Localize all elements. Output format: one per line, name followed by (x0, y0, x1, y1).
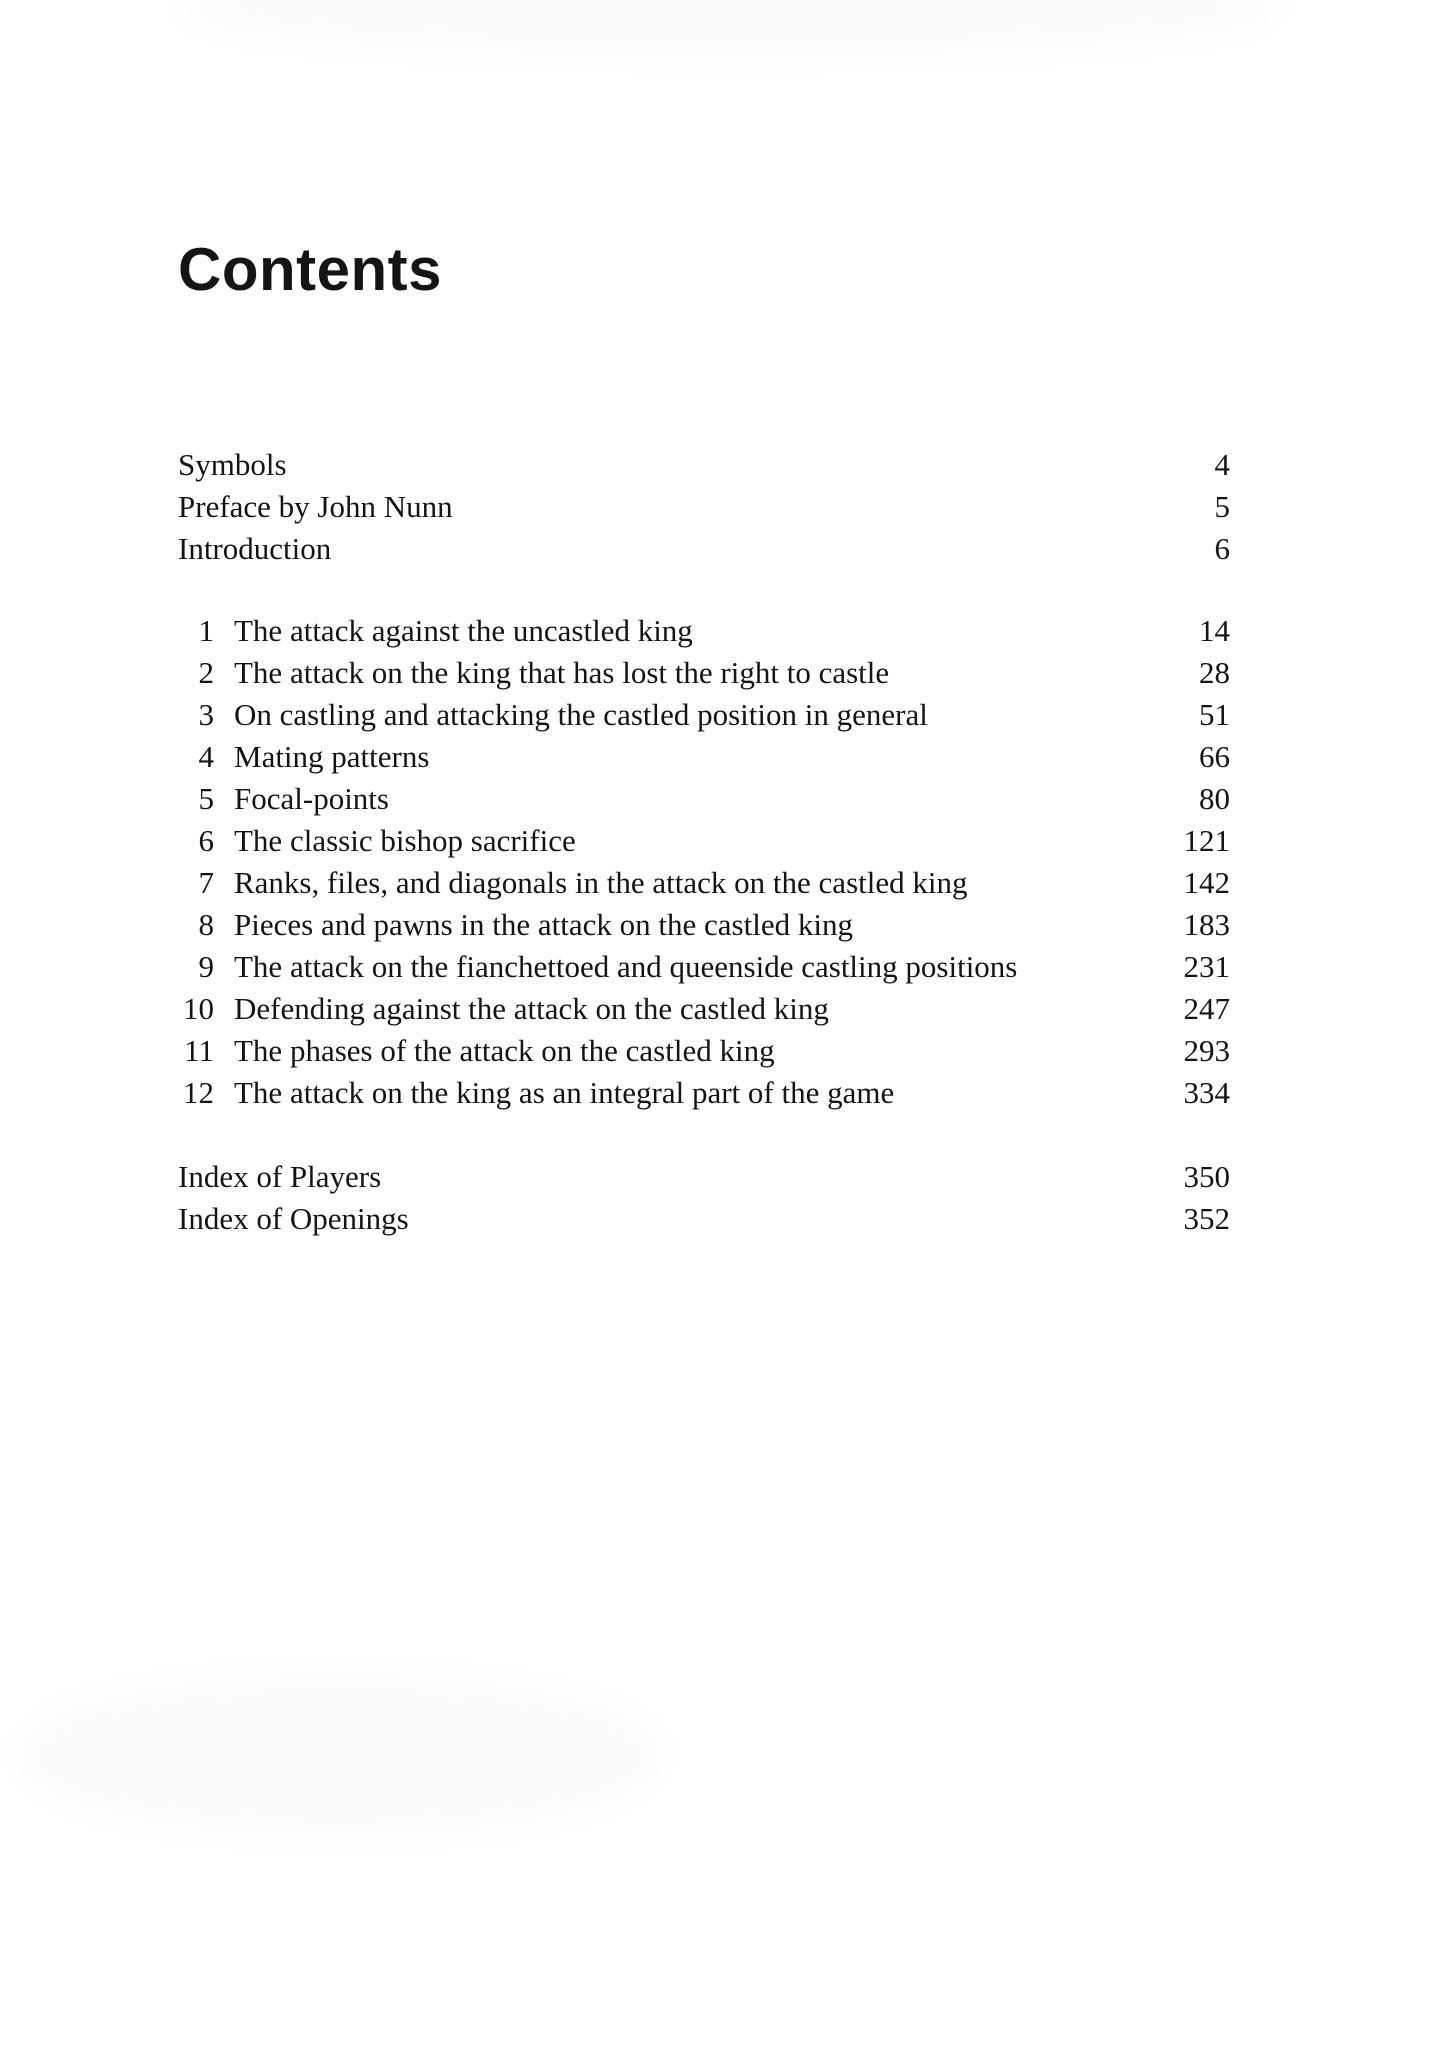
entry-label: Symbols (178, 447, 287, 482)
chapter-entry (178, 1030, 1230, 1072)
chapter-title: Defending against the attack on the castled king (234, 991, 829, 1026)
chapter-title: The attack on the king as an integral part of the game (234, 1075, 895, 1110)
chapter-page-number: 28 (1199, 655, 1230, 690)
chapter-number: 4 (198, 739, 214, 774)
entry-page-number: 5 (1214, 489, 1230, 524)
chapter-page-number: 142 (1183, 865, 1230, 900)
toc-entry (178, 528, 1230, 570)
chapter-entry (178, 988, 1230, 1030)
chapter-entry (178, 904, 1230, 946)
chapter-number: 8 (198, 907, 214, 942)
toc-entry (178, 1156, 1230, 1198)
chapter-title: The classic bishop sacrifice (234, 823, 576, 858)
chapter-entry (178, 610, 1230, 652)
entry-page-number: 350 (1183, 1159, 1230, 1194)
chapter-number: 7 (198, 865, 214, 900)
chapter-number: 12 (183, 1075, 214, 1110)
chapter-number: 11 (184, 1033, 214, 1068)
front-matter-list (178, 444, 1230, 570)
chapter-title: On castling and attacking the castled position in general (234, 697, 928, 732)
back-matter-list (178, 1156, 1230, 1240)
chapter-title: Ranks, files, and diagonals in the attack on the castled king (234, 865, 968, 900)
chapter-entry (178, 778, 1230, 820)
entry-label: Introduction (178, 531, 332, 566)
chapter-entry (178, 694, 1230, 736)
chapter-page-number: 51 (1199, 697, 1230, 732)
toc-entry (178, 486, 1230, 528)
chapter-number: 10 (183, 991, 214, 1026)
chapter-title: The attack against the uncastled king (234, 613, 693, 648)
entry-label: Preface by John Nunn (178, 489, 453, 524)
chapter-title: Focal-points (234, 781, 389, 816)
chapter-title: The attack on the king that has lost the right to castle (234, 655, 890, 690)
chapter-entry (178, 652, 1230, 694)
chapter-title: Pieces and pawns in the attack on the castled king (234, 907, 853, 942)
chapter-entry (178, 1072, 1230, 1114)
entry-page-number: 4 (1214, 447, 1230, 482)
page-title: Contents (178, 236, 442, 303)
chapter-entry (178, 736, 1230, 778)
chapter-entry (178, 946, 1230, 988)
chapter-page-number: 121 (1183, 823, 1230, 858)
toc-entry (178, 1198, 1230, 1240)
entry-page-number: 352 (1183, 1201, 1230, 1236)
scan-shadow-bottom (20, 1680, 660, 1830)
chapter-title: Mating patterns (234, 739, 430, 774)
chapter-page-number: 293 (1183, 1033, 1230, 1068)
chapter-number: 2 (198, 655, 214, 690)
chapter-number: 3 (198, 697, 214, 732)
chapter-page-number: 14 (1199, 613, 1230, 648)
chapter-entry (178, 820, 1230, 862)
chapter-number: 5 (198, 781, 214, 816)
chapter-page-number: 231 (1183, 949, 1230, 984)
chapter-title: The phases of the attack on the castled king (234, 1033, 775, 1068)
chapter-title: The attack on the fianchettoed and queenside castling positions (234, 949, 1018, 984)
toc-entry (178, 444, 1230, 486)
chapter-page-number: 80 (1199, 781, 1230, 816)
chapter-entry (178, 862, 1230, 904)
entry-page-number: 6 (1214, 531, 1230, 566)
entry-label: Index of Openings (178, 1201, 409, 1236)
chapter-page-number: 334 (1183, 1075, 1230, 1110)
scan-shadow-top (180, 0, 1280, 50)
chapter-number: 6 (198, 823, 214, 858)
chapter-number: 9 (198, 949, 214, 984)
chapter-page-number: 66 (1199, 739, 1230, 774)
chapter-page-number: 247 (1183, 991, 1230, 1026)
chapter-number: 1 (198, 613, 214, 648)
chapter-list (178, 610, 1230, 1114)
entry-label: Index of Players (178, 1159, 382, 1194)
chapter-page-number: 183 (1183, 907, 1230, 942)
